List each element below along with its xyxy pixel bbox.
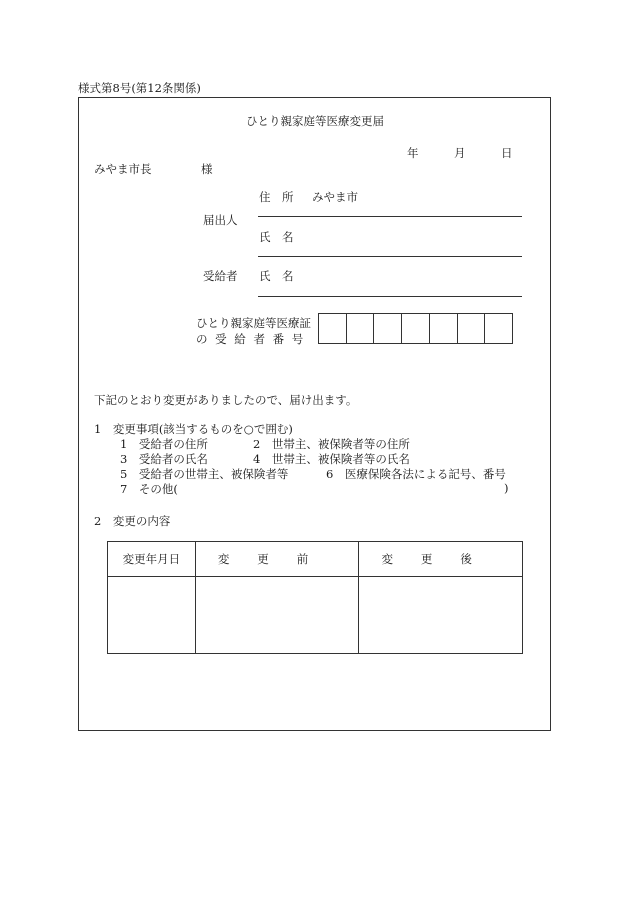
cell-change-date[interactable] xyxy=(108,577,196,654)
cert-number-box[interactable] xyxy=(319,314,347,343)
recipient-name-label: 氏 名 xyxy=(259,269,294,283)
form-number: 様式第8号(第12条関係) xyxy=(78,81,201,95)
address-label: 住 所 xyxy=(259,190,294,204)
form-title: ひとり親家庭等医療変更届 xyxy=(246,114,384,128)
cert-number-label-line2: の 受 給 者 番 号 xyxy=(196,332,306,346)
change-item-4[interactable]: 4 世帯主、被保険者等の氏名 xyxy=(253,452,410,466)
recipient-label: 受給者 xyxy=(203,269,238,283)
address-underline xyxy=(258,216,522,217)
applicant-name-underline[interactable] xyxy=(258,256,522,257)
change-item-1[interactable]: 1 受給者の住所 xyxy=(120,437,208,451)
changes-table xyxy=(107,541,523,654)
addressee-name: みやま市長 xyxy=(94,162,152,176)
address-value[interactable]: みやま市 xyxy=(312,190,358,204)
change-item-7-close: ) xyxy=(504,481,509,495)
cert-number-boxes[interactable] xyxy=(318,313,513,344)
date-day-label: 日 xyxy=(501,146,513,160)
cert-number-box[interactable] xyxy=(485,314,512,343)
cert-number-label-line1: ひとり親家庭等医療証 xyxy=(196,316,311,330)
header-after: 変更後 xyxy=(359,542,523,577)
cert-number-box[interactable] xyxy=(347,314,375,343)
applicant-name-label: 氏 名 xyxy=(259,230,294,244)
change-item-2[interactable]: 2 世帯主、被保険者等の住所 xyxy=(253,437,410,451)
cert-number-box[interactable] xyxy=(374,314,402,343)
change-item-3[interactable]: 3 受給者の氏名 xyxy=(120,452,208,466)
change-item-5[interactable]: 5 受給者の世帯主、被保険者等 xyxy=(120,467,289,481)
applicant-label: 届出人 xyxy=(203,213,238,227)
cert-number-box[interactable] xyxy=(458,314,486,343)
change-item-7[interactable]: 7 その他( xyxy=(120,482,178,496)
cert-number-box[interactable] xyxy=(402,314,430,343)
section1-heading: 1 変更事項(該当するものを○で囲む) xyxy=(94,422,293,436)
cell-after[interactable] xyxy=(359,577,523,654)
date-month-label: 月 xyxy=(454,146,466,160)
date-year-label: 年 xyxy=(407,146,419,160)
cert-number-box[interactable] xyxy=(430,314,458,343)
cell-before[interactable] xyxy=(195,577,359,654)
change-item-6[interactable]: 6 医療保険各法による記号、番号 xyxy=(326,467,506,481)
header-change-date: 変更年月日 xyxy=(108,542,196,577)
statement-text: 下記のとおり変更がありましたので、届け出ます。 xyxy=(94,393,358,407)
header-before: 変更前 xyxy=(195,542,359,577)
addressee-suffix: 様 xyxy=(201,162,213,176)
recipient-name-underline[interactable] xyxy=(258,296,522,297)
section2-heading: 2 変更の内容 xyxy=(94,514,171,528)
